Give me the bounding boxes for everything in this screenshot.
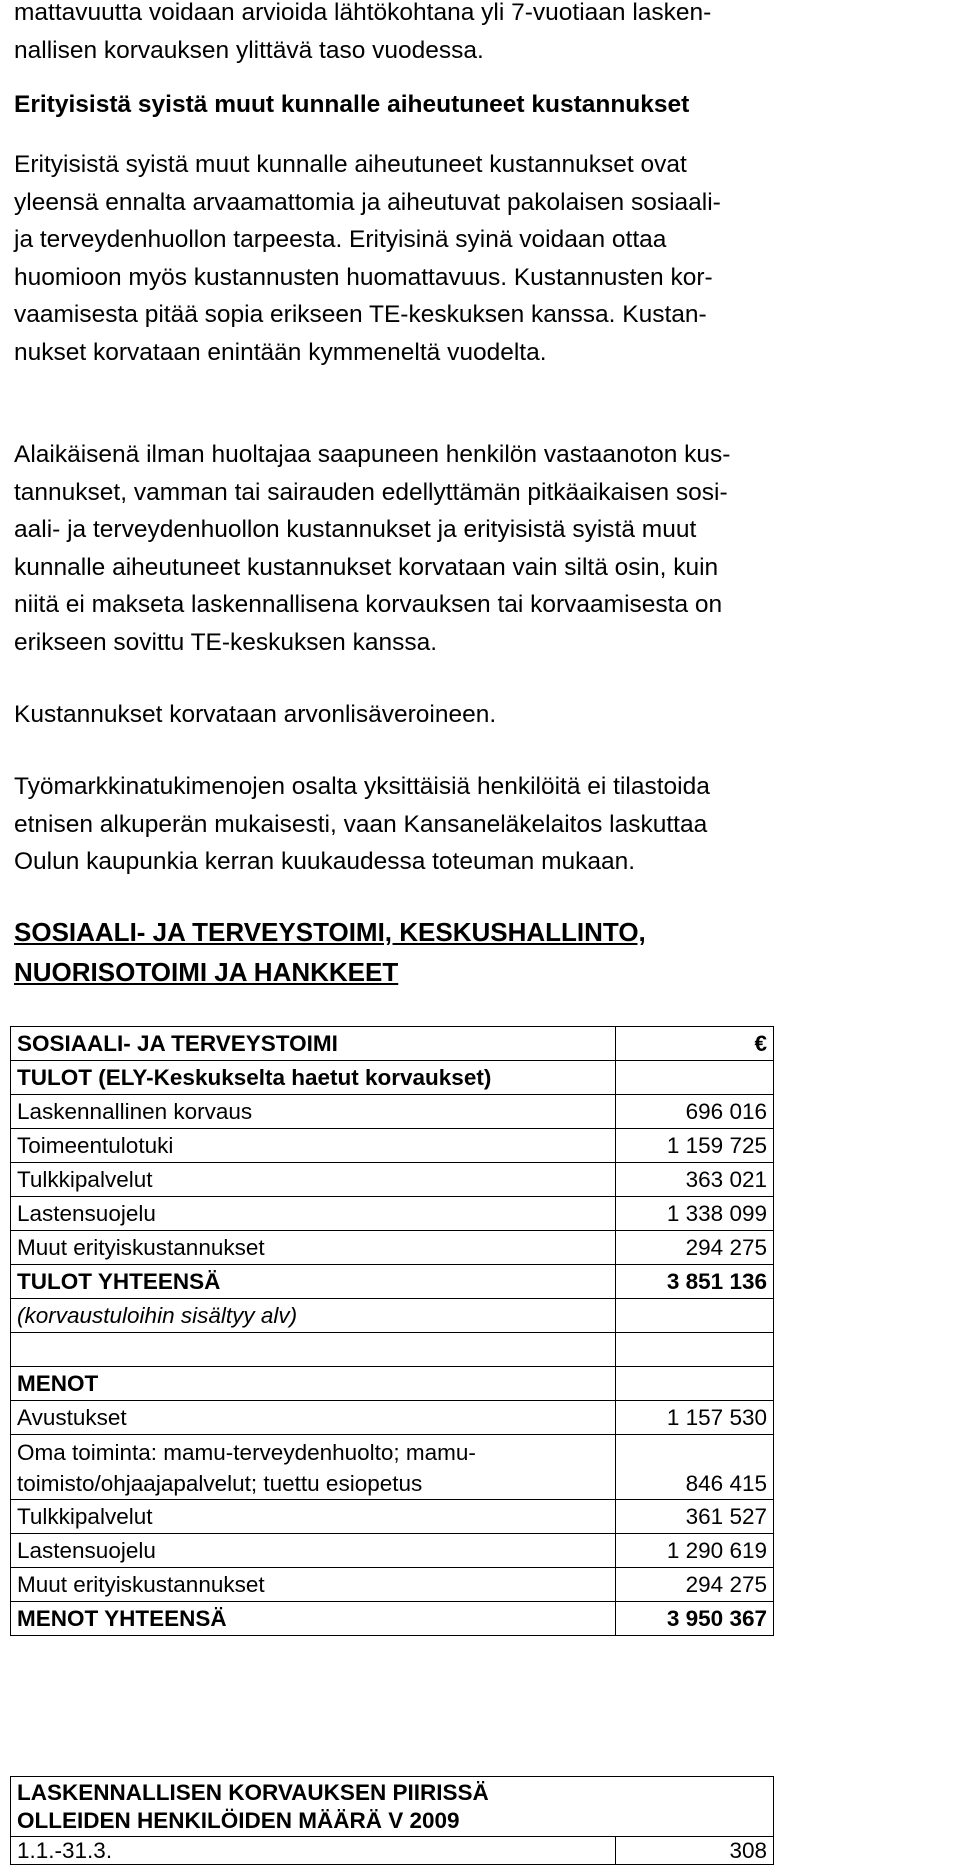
text-line: nukset korvataan enintään kymmeneltä vuodelta.: [14, 338, 547, 366]
text-line: huomioon myös kustannusten huomattavuus. Kustannusten kor-: [14, 263, 713, 291]
bottom-table-heading: [11, 1777, 774, 1837]
text-line: tannukset, vamman tai sairauden edellyttämän pitkäaikaisen sosi-: [14, 478, 728, 506]
row-label: Toimeentulotuki: [11, 1129, 616, 1163]
table-row: [11, 1197, 774, 1231]
finance-table: [10, 1026, 774, 1636]
text-line: Alaikäisenä ilman huoltajaa saapuneen henkilön vastaanoton kus-: [14, 441, 731, 468]
text-line: kunnalle aiheutuneet kustannukset korvataan vain siltä osin, kuin: [14, 553, 719, 581]
heading-line: OLLEIDEN HENKILÖIDEN MÄÄRÄ V 2009: [17, 1808, 460, 1833]
row-value: 696 016: [616, 1095, 774, 1129]
row-value: 1 159 725: [616, 1129, 774, 1163]
table-header-label: SOSIAALI- JA TERVEYSTOIMI: [11, 1027, 616, 1061]
row-label: [11, 1435, 616, 1500]
label-line: toimisto/ohjaajapalvelut; tuettu esiopetus: [17, 1471, 423, 1496]
label-line: Oma toiminta: mamu-terveydenhuolto; mamu-: [17, 1440, 476, 1465]
income-heading-row: [11, 1061, 774, 1095]
row-value: 363 021: [616, 1163, 774, 1197]
table-row: [11, 1095, 774, 1129]
table-row: [11, 1401, 774, 1435]
table-row: [11, 1231, 774, 1265]
text-line: Erityisistä syistä muut kunnalle aiheutuneet kustannukset ovat: [14, 151, 687, 178]
row-label: Avustukset: [11, 1401, 616, 1435]
paragraph-tyomarkkinatuki: [14, 768, 710, 881]
table-row: [11, 1129, 774, 1163]
table-row: [11, 1435, 774, 1500]
expense-total-label: MENOT YHTEENSÄ: [11, 1602, 616, 1636]
period-label: 1.1.-31.3.: [11, 1837, 616, 1865]
row-label: Lastensuojelu: [11, 1197, 616, 1231]
table-row: [11, 1534, 774, 1568]
row-label: Tulkkipalvelut: [11, 1163, 616, 1197]
expense-heading-row: [11, 1367, 774, 1401]
text-line: Oulun kaupunkia kerran kuukaudessa toteuman mukaan.: [14, 848, 636, 876]
text-line: erikseen sovittu TE-keskuksen kanssa.: [14, 628, 438, 656]
row-label: Muut erityiskustannukset: [11, 1568, 616, 1602]
row-value: 1 290 619: [616, 1534, 774, 1568]
text-line: vaamisesta pitää sopia erikseen TE-keskuksen kanssa. Kustan-: [14, 301, 707, 329]
table-row: [11, 1163, 774, 1197]
bottom-table-row: [11, 1837, 774, 1865]
table-header-row: [11, 1027, 774, 1061]
income-total-row: [11, 1265, 774, 1299]
empty-row: [11, 1333, 774, 1367]
income-heading: TULOT (ELY-Keskukselta haetut korvaukset): [11, 1061, 616, 1095]
table-row: [11, 1500, 774, 1534]
text-line: ja terveydenhuollon tarpeesta. Erityisinä syinä voidaan ottaa: [14, 226, 667, 254]
row-value: 1 157 530: [616, 1401, 774, 1435]
text-line: etnisen alkuperän mukaisesti, vaan Kansaneläkelaitos laskuttaa: [14, 810, 708, 838]
row-label: Muut erityiskustannukset: [11, 1231, 616, 1265]
row-label: Lastensuojelu: [11, 1534, 616, 1568]
text-line: Työmarkkinatukimenojen osalta yksittäisiä henkilöitä ei tilastoida: [14, 773, 710, 800]
row-value: 361 527: [616, 1500, 774, 1534]
text-line: yleensä ennalta arvaamattomia ja aiheutuvat pakolaisen sosiaali-: [14, 188, 721, 216]
income-note: (korvaustuloihin sisältyy alv): [11, 1299, 616, 1333]
section-heading-erityisista: Erityisistä syistä muut kunnalle aiheutuneet kustannukset: [14, 91, 690, 118]
row-value: 846 415: [616, 1435, 774, 1500]
text-line: nallisen korvauksen ylittävä taso vuodessa.: [14, 36, 484, 64]
text-line: aali- ja terveydenhuollon kustannukset ja erityisistä syistä muut: [14, 516, 697, 544]
income-total-label: TULOT YHTEENSÄ: [11, 1265, 616, 1299]
bottom-table-heading-row: [11, 1777, 774, 1837]
section-heading-sosiaali: [14, 912, 646, 992]
row-value: 1 338 099: [616, 1197, 774, 1231]
row-value: 294 275: [616, 1568, 774, 1602]
persons-count: 308: [616, 1837, 774, 1865]
paragraph-alaikaisena: [14, 436, 730, 662]
income-total-value: 3 851 136: [616, 1265, 774, 1299]
section1-paragraph: [14, 146, 721, 372]
heading-line: NUORISOTOIMI JA HANKKEET: [14, 957, 399, 987]
row-value: 294 275: [616, 1231, 774, 1265]
row-label: Laskennallinen korvaus: [11, 1095, 616, 1129]
heading-line: SOSIAALI- JA TERVEYSTOIMI, KESKUSHALLINTO,: [14, 917, 646, 947]
paragraph-arvonlisavero: Kustannukset korvataan arvonlisäveroineen.: [14, 701, 497, 728]
income-note-row: [11, 1299, 774, 1333]
expense-total-value: 3 950 367: [616, 1602, 774, 1636]
table-row: [11, 1568, 774, 1602]
text-line: niitä ei makseta laskennallisena korvauksen tai korvaamisesta on: [14, 591, 723, 619]
heading-line: LASKENNALLISEN KORVAUKSEN PIIRISSÄ: [17, 1780, 489, 1805]
intro-paragraph: [14, 0, 711, 69]
expense-heading: MENOT: [11, 1367, 616, 1401]
row-label: Tulkkipalvelut: [11, 1500, 616, 1534]
persons-count-table: [10, 1776, 774, 1865]
expense-total-row: [11, 1602, 774, 1636]
text-line: mattavuutta voidaan arvioida lähtökohtana yli 7-vuotiaan lasken-: [14, 0, 712, 26]
currency-symbol: €: [616, 1027, 774, 1061]
